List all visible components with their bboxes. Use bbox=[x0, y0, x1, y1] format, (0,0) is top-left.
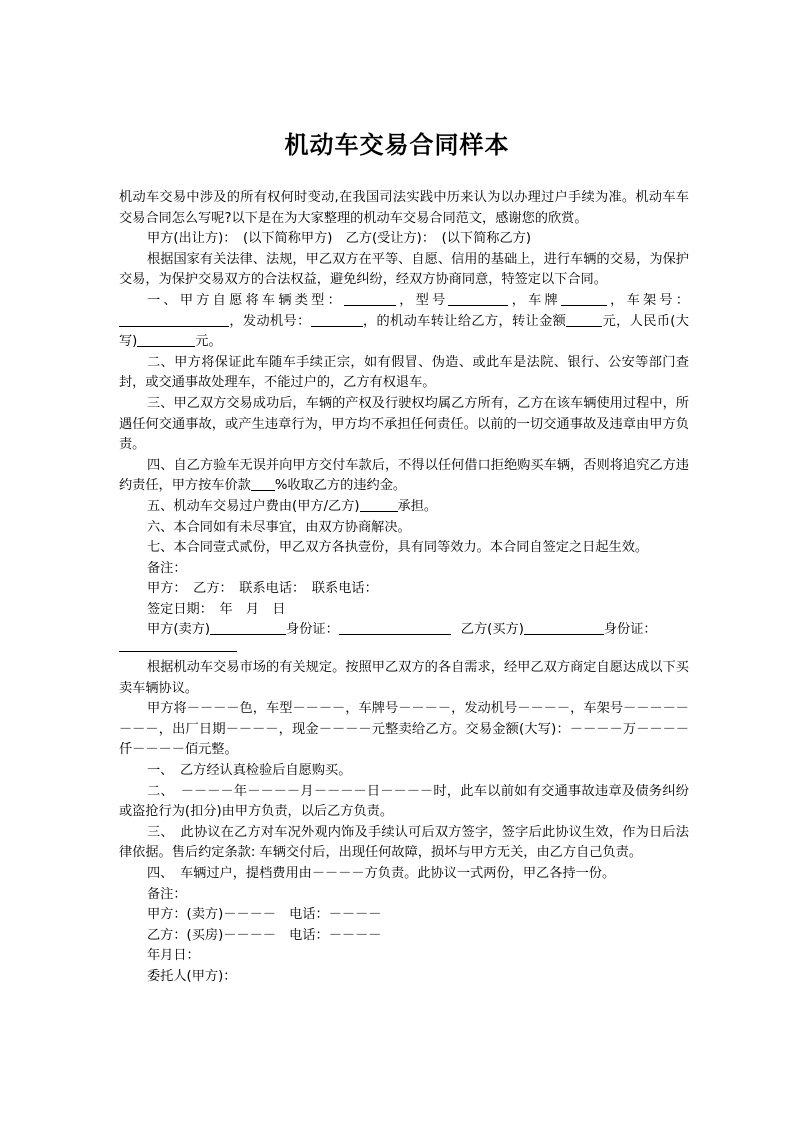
penalty-percent-blank bbox=[251, 476, 275, 491]
signature-line bbox=[119, 620, 689, 641]
plate-blank bbox=[561, 291, 607, 306]
vehicle-type-blank bbox=[344, 291, 396, 306]
clause-6: 六、本合同如有未尽事宜，由双方协商解决。 bbox=[147, 519, 411, 535]
basis-paragraph: 根据国家有关法律、法规，甲乙双方在平等、自愿、信用的基础上，进行车辆的交易，为保护交易，为保护交易双方的合法权益，避免纠纷，经双方协商同意，特签定以下合同。 bbox=[119, 251, 689, 288]
clause-1-text-c: ，车牌 bbox=[508, 292, 561, 308]
agreement-buyer: 乙方：(买房)－－－－ 电话：－－－－ bbox=[147, 927, 382, 943]
clause-1-text-f: ，的机动车转让给乙方，转让金额 bbox=[362, 313, 567, 329]
seller-id-blank bbox=[339, 620, 451, 635]
contact-line: 甲方： 乙方： 联系电话： 联系电话： bbox=[147, 581, 378, 597]
document-body bbox=[119, 188, 689, 988]
agreement-item-2: 二、 －－－－年－－－－月－－－－日－－－－时，此车以前如有交通事故违章及债务纠纷或盗抢行为(扣分)由甲方负责，以后乙方负责。 bbox=[119, 783, 689, 820]
clause-4-text-b: %收取乙方的违约金。 bbox=[274, 478, 407, 494]
amount-words-blank bbox=[137, 332, 195, 347]
amount-blank bbox=[566, 312, 602, 327]
clause-5-text-b: 承担。 bbox=[397, 498, 438, 514]
clause-4-text-a: 四、自乙方验车无误并向甲方交付车款后，不得以任何借口拒绝购买车辆，否则将追究乙方违约责任，甲方按车价款 bbox=[119, 457, 689, 494]
agreement-item-1: 一、 乙方经认真检验后自愿购买。 bbox=[147, 763, 352, 779]
buyer-label: 乙方(买方) bbox=[460, 622, 524, 638]
clause-1 bbox=[119, 291, 689, 353]
agreement-seller: 甲方：(卖方)－－－－ 电话：－－－－ bbox=[147, 907, 382, 923]
clause-1-text-b: ，型号 bbox=[395, 292, 449, 308]
sign-date-line: 签定日期： 年 月 日 bbox=[147, 601, 286, 617]
buyer-id-label: 身份证： bbox=[603, 622, 657, 638]
clause-1-text-h: 元。 bbox=[195, 334, 222, 350]
document-title: 机动车交易合同样本 bbox=[284, 131, 510, 159]
agreement-vehicle: 甲方将－－－－色，车型－－－－，车牌号－－－－，发动机号－－－－，车架号－－－－－－－－，出厂日期－－－－，现金－－－－元整卖给乙方。交易金额(大写)：－－－－万－－－－仟－－－－佰元整。 bbox=[119, 701, 689, 758]
clause-1-text-g: 元，人民币(大写) bbox=[119, 313, 689, 350]
clause-5-text-a: 五、机动车交易过户费由(甲方/乙方) bbox=[147, 498, 360, 514]
clause-7: 七、本合同壹式贰份，甲乙双方各执壹份，具有同等效力。本合同自签定之日起生效。 bbox=[147, 540, 649, 556]
agreement-item-4: 四、 车辆过户，提档费用由－－－－方负责。此协议一式两份，甲乙各持一份。 bbox=[147, 866, 616, 881]
clause-3: 三、甲乙双方交易成功后，车辆的产权及行驶权均属乙方所有，乙方在该车辆使用过程中，所遇任何交通事故，或产生违章行为，甲方均不承担任何责任。以前的一切交通事故及违章由甲方负责。 bbox=[119, 395, 689, 453]
clause-1-text-d: ，车架号： bbox=[606, 292, 690, 308]
frame-number-blank bbox=[119, 312, 229, 327]
model-blank bbox=[448, 291, 508, 306]
seller-id-label: 身份证： bbox=[286, 622, 339, 638]
buyer-signature-blank bbox=[524, 620, 604, 635]
clause-5 bbox=[119, 497, 689, 518]
buyer-id-blank bbox=[119, 641, 237, 652]
agreement-intro: 根据机动车交易市场的有关规定。按照甲乙双方的各自需求，经甲乙双方商定自愿达成以下买卖车辆协议。 bbox=[119, 660, 689, 696]
clause-4 bbox=[119, 456, 689, 497]
intro-paragraph: 机动车交易中涉及的所有权何时变动,在我国司法实践中历来认为以办理过户手续为准。机动车车交易合同怎么写呢?以下是在为大家整理的机动车交易合同范文，感谢您的欣赏。 bbox=[119, 190, 689, 226]
agreement-note: 备注： bbox=[147, 886, 187, 902]
agreement-item-3: 三、 此协议在乙方对车况外观内饰及手续认可后双方签字，签字后此协议生效，作为日后法律依据。售后约定条款: 车辆交付后，出现任何故障，损坏与甲方无关，由乙方自己负责。 bbox=[119, 824, 689, 861]
clause-1-text-e: ，发动机号： bbox=[229, 313, 311, 329]
parties-line: 甲方(出让方)： (以下简称甲方) 乙方(受让方)： (以下简称乙方) bbox=[147, 231, 532, 247]
agreement-date: 年月日： bbox=[147, 948, 200, 964]
agreement-agent: 委托人(甲方)： bbox=[147, 968, 237, 984]
seller-label: 甲方(卖方) bbox=[147, 622, 211, 638]
engine-number-blank bbox=[311, 312, 363, 327]
clause-2: 二、甲方将保证此车随车手续正宗，如有假冒、伪造、或此车是法院、银行、公安等部门查封，或交通事故处理车，不能过户的，乙方有权退车。 bbox=[119, 354, 689, 391]
clause-1-text-a: 一、甲方自愿将车辆类型： bbox=[147, 292, 344, 308]
note-label: 备注： bbox=[147, 560, 187, 576]
fee-payer-blank bbox=[360, 497, 398, 512]
seller-signature-blank bbox=[210, 620, 286, 635]
